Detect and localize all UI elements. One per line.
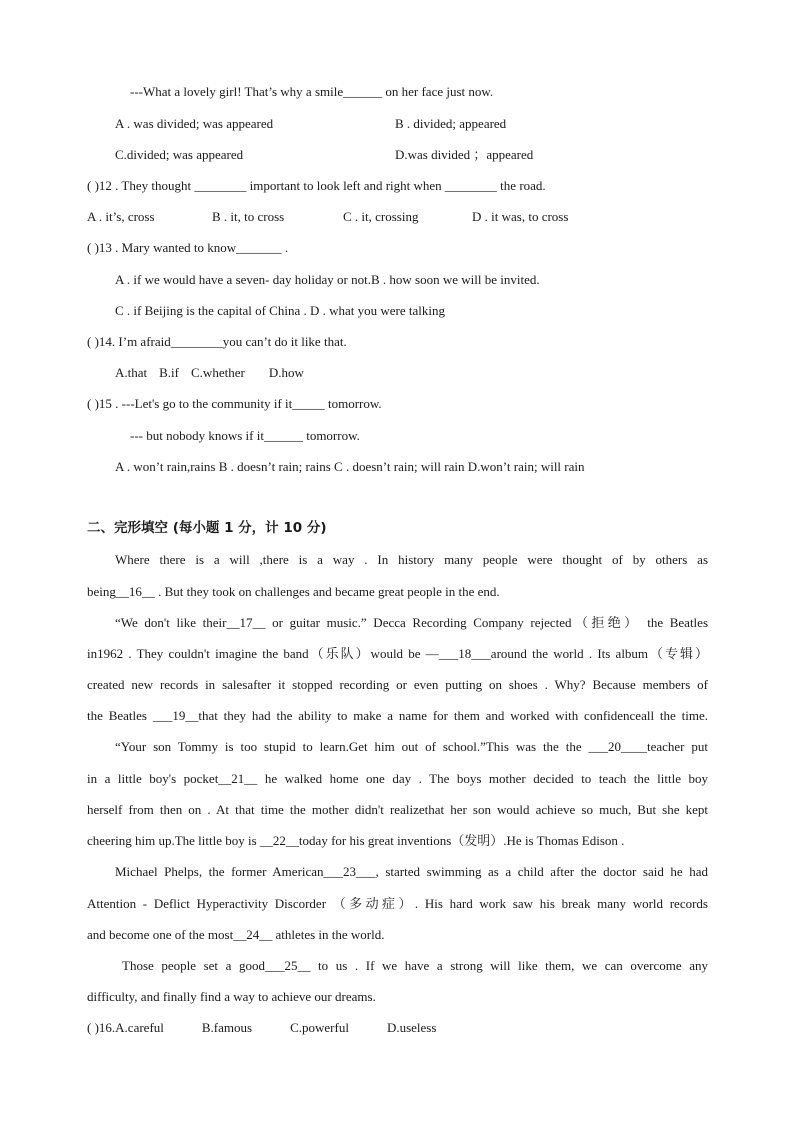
passage-line: Those people set a good___25__ to us . If we have a strong will like them, we can overcome any <box>122 958 708 973</box>
q12-option-b: B . it, to cross <box>212 209 285 224</box>
passage-line: cheering him up.The little boy is __22__today for his great inventions（发明）.He is Thomas Edison . <box>87 833 625 848</box>
q16-option-a: A.careful <box>115 1020 164 1035</box>
q11-options-ab <box>115 116 708 132</box>
q11-options-cd <box>115 147 708 163</box>
passage-line: being__16__ . But they took on challenges and became great people in the end. <box>87 584 500 599</box>
q14-option-d: D.how <box>268 365 304 380</box>
q12-option-c: C . it, crossing <box>343 209 419 224</box>
q11-option-a: A . was divided; was appeared <box>115 116 274 131</box>
q16-option-d: D.useless <box>386 1020 437 1035</box>
passage-line: herself from then on . At that time the mother didn't realizethat her son would achieve so much, But she kept <box>87 802 708 817</box>
q12-options <box>87 209 708 225</box>
passage-line: “Your son Tommy is too stupid to learn.Get him out of school.”This was the the ___20____teacher put <box>115 739 708 754</box>
passage-line: difficulty, and finally find a way to achieve our dreams. <box>87 989 376 1004</box>
q13-options-cd: C . if Beijing is the capital of China . D . what you were talking <box>115 303 445 318</box>
q14-option-a: A.that <box>115 365 148 380</box>
q16-option-c: C.powerful <box>290 1020 349 1035</box>
passage-line: the Beatles ___19__that they had the ability to make a name for them and worked with confidenceall the time. <box>87 708 708 723</box>
q14-option-b: B.if <box>159 365 180 380</box>
q12-option-d: D . it was, to cross <box>472 209 569 224</box>
q14-stem: ( )14. I’m afraid________you can’t do it like that. <box>87 334 347 349</box>
q16-prefix: ( )16. <box>87 1020 116 1035</box>
passage-line: Attention - Deflict Hyperactivity Discorder （多动症）. His hard work saw his break many world records <box>87 896 708 911</box>
q12-option-a: A . it’s, cross <box>87 209 155 224</box>
q14-option-c: C.whether <box>191 365 245 380</box>
section-title: 二、完形填空 (每小题 1 分，计 10 分) <box>87 520 327 536</box>
q15-stem: ( )15 . ---Let's go to the community if it_____ tomorrow. <box>87 396 382 411</box>
passage-line: and become one of the most__24__ athletes in the world. <box>87 927 385 942</box>
passage-line: created new records in salesafter it stopped recording or even putting on shoes . Why? Because members of <box>87 677 708 692</box>
q11-continuation: ---What a lovely girl! That’s why a smile______ on her face just now. <box>130 84 494 99</box>
q15-options: A . won’t rain,rains B . doesn’t rain; rains C . doesn’t rain; will rain D.won’t rain; will rain <box>115 459 585 474</box>
passage-line: “We don't like their__17__ or guitar music.” Decca Recording Company rejected（拒绝） the Beatles <box>115 615 708 630</box>
q12-stem: ( )12 . They thought ________ important to look left and right when ________ the road. <box>87 178 546 193</box>
q11-option-b: B . divided; appeared <box>395 116 507 131</box>
q13-stem: ( )13 . Mary wanted to know_______ . <box>87 240 289 255</box>
passage-line: Where there is a will ,there is a way . In history many people were thought of by others as <box>115 552 708 567</box>
q15-continuation: --- but nobody knows if it______ tomorrow. <box>130 428 360 443</box>
q16-option-b: B.famous <box>201 1020 253 1035</box>
q16-row <box>87 1020 708 1036</box>
q11-option-d: D.was divided ；appeared <box>395 147 534 162</box>
passage-line: in a little boy's pocket__21__ he walked home one day . The boys mother decided to teach the little boy <box>87 771 708 786</box>
passage-line: Michael Phelps, the former American___23___, started swimming as a child after the doctor said he had <box>115 864 708 879</box>
q13-options-ab: A . if we would have a seven- day holiday or not.B . how soon we will be invited. <box>115 272 540 287</box>
passage-line: in1962 . They couldn't imagine the band（乐队）would be —___18___around the world . Its album（专辑） <box>87 646 708 661</box>
q11-option-c: C.divided; was appeared <box>115 147 244 162</box>
q14-options <box>115 365 708 381</box>
